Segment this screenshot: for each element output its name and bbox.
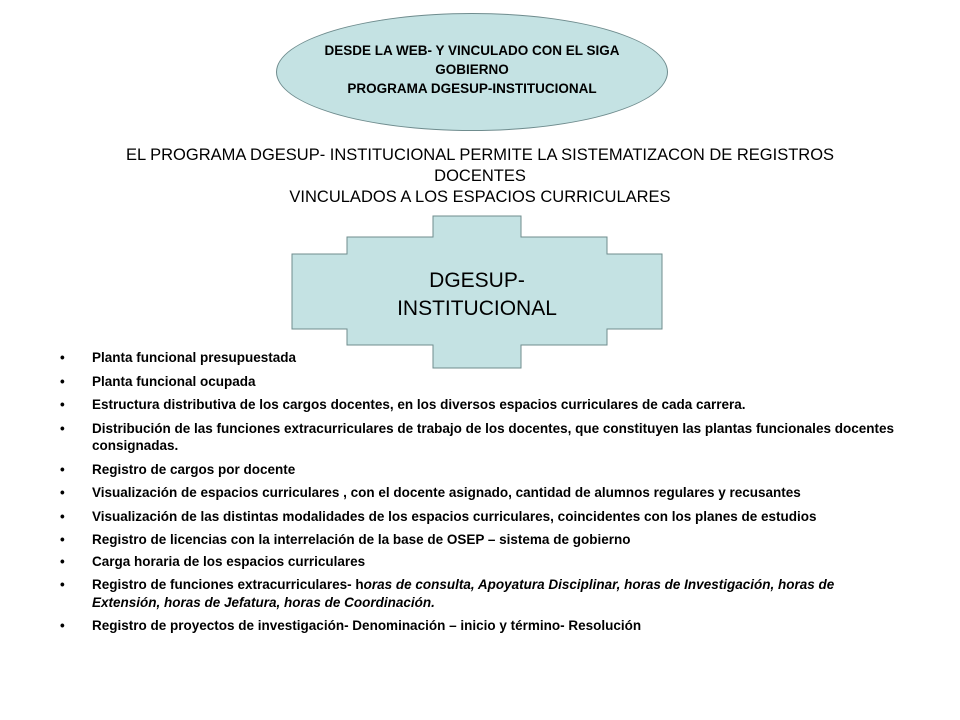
list-item: • Visualización de las distintas modalidades de los espacios curriculares, coincidentes con los planes de estudios — [60, 508, 900, 526]
list-item — [60, 576, 900, 611]
list-item: • Planta funcional presupuestada — [60, 349, 900, 367]
arrow-box-label — [292, 261, 662, 329]
heading-line: DOCENTES — [434, 167, 526, 185]
list-item: • Registro de cargos por docente — [60, 461, 900, 479]
arrow-box-line: INSTITUCIONAL — [397, 297, 557, 320]
list-item-italic-text: oras de consulta, Apoyatura Disciplinar, horas de Investigación, horas de Extensión, horas de Jefatura, horas de Coordinación. — [92, 577, 835, 610]
list-item: • Visualización de espacios curriculares , con el docente asignado, cantidad de alumnos regulares y recusantes — [60, 484, 900, 502]
oval-line: PROGRAMA DGESUP-INSTITUCIONAL — [347, 80, 597, 96]
list-item: • Planta funcional ocupada — [60, 373, 900, 391]
heading-line: VINCULADOS A LOS ESPACIOS CURRICULARES — [289, 188, 671, 206]
heading-line: EL PROGRAMA DGESUP- INSTITUCIONAL PERMITE LA SISTEMATIZACON DE REGISTROS — [125, 146, 835, 164]
oval-line: GOBIERNO — [435, 61, 509, 77]
feature-list — [60, 349, 900, 641]
list-item: • Registro de licencias con la interrelación de la base de OSEP – sistema de gobierno — [60, 531, 900, 549]
list-item: • Distribución de las funciones extracurriculares de trabajo de los docentes, que constituyen las plantas funcionales docentes consignadas. — [60, 420, 900, 455]
list-item: • Estructura distributiva de los cargos docentes, en los diversos espacios curriculares de cada carrera. — [60, 396, 900, 414]
oval-line: DESDE LA WEB- Y VINCULADO CON EL SIGA — [324, 42, 620, 58]
list-item: • Registro de proyectos de investigación- Denominación – inicio y término- Resolución — [60, 617, 900, 635]
arrow-box-line: DGESUP- — [429, 269, 525, 292]
list-item-text: Registro de funciones extracurriculares- h — [92, 577, 364, 592]
list-item: • Carga horaria de los espacios curriculares — [60, 553, 900, 571]
